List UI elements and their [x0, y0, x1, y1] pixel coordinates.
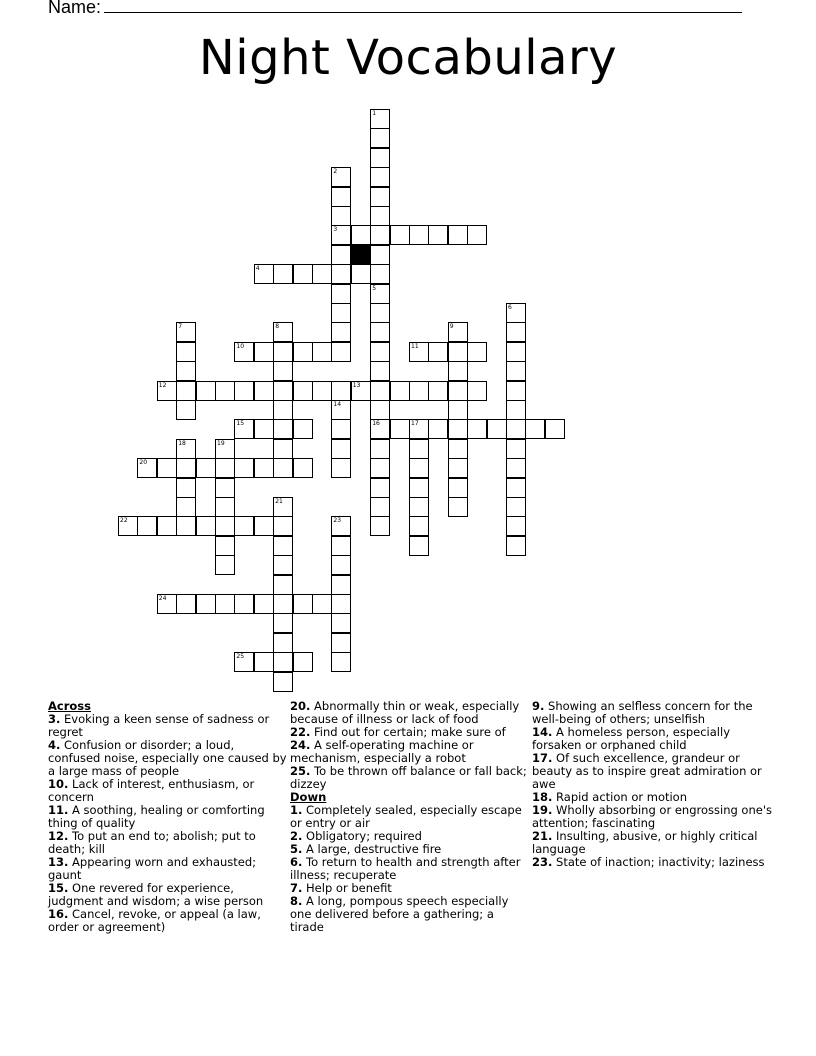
clue-text: Find out for certain; make sure of [314, 725, 506, 739]
grid-cell[interactable] [370, 148, 390, 168]
grid-cell[interactable] [273, 633, 293, 653]
grid-cell[interactable] [390, 419, 410, 439]
grid-cell[interactable] [176, 516, 196, 536]
grid-cell[interactable] [370, 167, 390, 187]
grid-cell[interactable] [157, 594, 177, 614]
grid-cell[interactable] [273, 672, 293, 692]
down-clue-list-continued [532, 700, 772, 869]
clues-column-2 [290, 700, 530, 934]
grid-cell[interactable] [331, 187, 351, 207]
clue-text: Evoking a keen sense of sadness or regret [48, 712, 270, 739]
grid-cell[interactable] [234, 342, 254, 362]
grid-cell[interactable] [448, 478, 468, 498]
down-heading: Down [290, 790, 327, 804]
across-clue [290, 739, 530, 765]
across-clue [48, 713, 288, 739]
grid-cell[interactable] [506, 303, 526, 323]
grid-cell[interactable] [409, 497, 429, 517]
clue-number: 24 [158, 595, 167, 602]
clue-text: Completely sealed, especially escape or entry or air [290, 803, 522, 830]
grid-cell[interactable] [331, 225, 351, 245]
across-clue [290, 765, 530, 791]
grid-cell[interactable] [409, 536, 429, 556]
grid-cell[interactable] [370, 322, 390, 342]
grid-cell[interactable] [176, 478, 196, 498]
clue-number-label: 10. [48, 777, 69, 791]
grid-cell[interactable] [196, 381, 216, 401]
clue-text: A large, destructive fire [306, 842, 442, 856]
grid-cell[interactable] [331, 342, 351, 362]
down-clue [290, 895, 530, 934]
grid-cell[interactable] [196, 458, 216, 478]
grid-cell[interactable] [448, 497, 468, 517]
grid-cell[interactable] [409, 516, 429, 536]
clue-number-label: 22. [290, 725, 311, 739]
grid-cell[interactable] [370, 187, 390, 207]
grid-cell[interactable] [409, 419, 429, 439]
clue-number: 1 [372, 110, 377, 117]
grid-cell[interactable] [351, 225, 371, 245]
grid-cell[interactable] [409, 439, 429, 459]
grid-cell[interactable] [370, 419, 390, 439]
grid-cell[interactable] [370, 361, 390, 381]
grid-cell[interactable] [370, 206, 390, 226]
grid-cell[interactable] [312, 381, 332, 401]
down-clue [532, 700, 772, 726]
grid-cell[interactable] [273, 536, 293, 556]
clue-number: 18 [178, 439, 186, 447]
clue-text: A self-operating machine or mechanism, especially a robot [290, 738, 474, 765]
grid-cell[interactable] [234, 419, 254, 439]
grid-cell[interactable] [273, 555, 293, 575]
down-clue [532, 726, 772, 752]
grid-cell[interactable] [293, 264, 313, 284]
clue-text: Rapid action or motion [556, 790, 688, 804]
clue-number-label: 11. [48, 803, 69, 817]
clue-number: 17 [411, 420, 419, 428]
grid-cell[interactable] [293, 419, 313, 439]
clue-number: 19 [217, 439, 225, 447]
clue-text: To put an end to; abolish; put to death; kill [48, 829, 256, 856]
clue-number-label: 14. [532, 725, 553, 739]
clue-number: 23 [333, 517, 342, 525]
clue-text: Cancel, revoke, or appeal (a law, order or agreement) [48, 907, 261, 934]
grid-cell[interactable] [331, 458, 351, 478]
across-clue [48, 778, 288, 804]
grid-cell[interactable] [409, 458, 429, 478]
grid-cell[interactable] [215, 439, 235, 459]
grid-cell[interactable] [506, 361, 526, 381]
grid-cell[interactable] [215, 536, 235, 556]
grid-cell[interactable] [331, 284, 351, 304]
clue-number-label: 13. [48, 855, 69, 869]
grid-cell[interactable] [409, 381, 429, 401]
grid-cell[interactable] [545, 419, 565, 439]
grid-cell[interactable] [331, 594, 351, 614]
grid-cell[interactable] [390, 381, 410, 401]
grid-cell[interactable] [467, 381, 487, 401]
grid-cell[interactable] [506, 400, 526, 420]
grid-cell[interactable] [428, 225, 448, 245]
clue-number-label: 1. [290, 803, 303, 817]
grid-cell[interactable] [331, 400, 351, 420]
across-clue-list-continued [290, 700, 530, 791]
grid-cell[interactable] [428, 342, 448, 362]
clue-text: Appearing worn and exhausted; gaunt [48, 855, 257, 882]
clue-number: 5 [372, 284, 377, 292]
down-clue [290, 804, 530, 830]
down-clue [532, 752, 772, 791]
grid-cell[interactable] [254, 594, 274, 614]
across-clue-list [48, 713, 288, 934]
down-clue [290, 856, 530, 882]
grid-cell[interactable] [331, 381, 351, 401]
clue-number: 6 [508, 304, 512, 311]
grid-cell[interactable] [331, 613, 351, 633]
grid-cell[interactable] [215, 516, 235, 536]
grid-cell[interactable] [506, 419, 526, 439]
grid-cell[interactable] [467, 225, 487, 245]
clue-text: Showing an selfless concern for the well-being of others; unselfish [532, 699, 753, 726]
grid-cell[interactable] [331, 264, 351, 284]
clue-number-label: 6. [290, 855, 303, 869]
clue-text: One revered for experience, judgment and wisdom; a wise person [48, 881, 264, 908]
grid-cell[interactable] [448, 400, 468, 420]
clue-number-label: 7. [290, 881, 303, 895]
grid-cell[interactable] [331, 516, 351, 536]
grid-cell[interactable] [254, 458, 274, 478]
grid-cell[interactable] [331, 633, 351, 653]
black-square [351, 245, 371, 265]
grid-cell[interactable] [506, 516, 526, 536]
clue-number: 21 [275, 498, 283, 505]
grid-cell[interactable] [273, 342, 293, 362]
clue-number: 10 [236, 342, 245, 350]
grid-cell[interactable] [331, 536, 351, 556]
grid-cell[interactable] [370, 439, 390, 459]
grid-cell[interactable] [428, 419, 448, 439]
down-clue [532, 856, 772, 869]
across-heading: Across [48, 699, 91, 713]
grid-cell[interactable] [409, 342, 429, 362]
grid-cell[interactable] [331, 652, 351, 672]
clue-number: 11 [411, 342, 419, 350]
clue-text: A homeless person, especially forsaken or orphaned child [532, 725, 730, 752]
grid-cell[interactable] [137, 458, 157, 478]
grid-cell[interactable] [176, 400, 196, 420]
grid-cell[interactable] [467, 419, 487, 439]
grid-cell[interactable] [215, 478, 235, 498]
grid-cell[interactable] [273, 652, 293, 672]
grid-cell[interactable] [370, 284, 390, 304]
grid-cell[interactable] [331, 575, 351, 595]
grid-cell[interactable] [370, 342, 390, 362]
grid-cell[interactable] [234, 652, 254, 672]
grid-cell[interactable] [331, 419, 351, 439]
grid-cell[interactable] [254, 264, 274, 284]
grid-cell[interactable] [293, 458, 313, 478]
down-clue [532, 830, 772, 856]
clue-number-label: 3. [48, 712, 61, 726]
clue-number-label: 20. [290, 699, 311, 713]
grid-cell[interactable] [331, 322, 351, 342]
grid-cell[interactable] [448, 225, 468, 245]
grid-cell[interactable] [176, 594, 196, 614]
grid-cell[interactable] [448, 458, 468, 478]
grid-cell[interactable] [157, 458, 177, 478]
clue-number-label: 23. [532, 855, 553, 869]
grid-cell[interactable] [370, 128, 390, 148]
clue-number: 4 [255, 265, 260, 273]
grid-cell[interactable] [506, 458, 526, 478]
grid-cell[interactable] [215, 555, 235, 575]
grid-cell[interactable] [331, 167, 351, 187]
grid-cell[interactable] [390, 225, 410, 245]
clue-number: 14 [333, 401, 342, 408]
grid-cell[interactable] [176, 497, 196, 517]
clue-number-label: 4. [48, 738, 61, 752]
grid-cell[interactable] [331, 245, 351, 265]
grid-cell[interactable] [273, 575, 293, 595]
grid-cell[interactable] [118, 516, 138, 536]
grid-cell[interactable] [370, 400, 390, 420]
grid-cell[interactable] [409, 478, 429, 498]
grid-cell[interactable] [196, 516, 216, 536]
grid-cell[interactable] [448, 342, 468, 362]
grid-cell[interactable] [273, 419, 293, 439]
grid-cell[interactable] [273, 458, 293, 478]
clue-number-label: 9. [532, 699, 545, 713]
clue-text: Insulting, abusive, or highly critical language [532, 829, 758, 856]
clue-number-label: 15. [48, 881, 69, 895]
grid-cell[interactable] [448, 439, 468, 459]
grid-cell[interactable] [351, 264, 371, 284]
grid-cell[interactable] [293, 381, 313, 401]
grid-cell[interactable] [448, 419, 468, 439]
across-clue [48, 830, 288, 856]
grid-cell[interactable] [215, 594, 235, 614]
clue-text: Obligatory; required [306, 829, 422, 843]
page-title: Night Vocabulary [198, 30, 618, 86]
name-label: Name: [48, 0, 102, 17]
grid-cell[interactable] [506, 439, 526, 459]
grid-cell[interactable] [196, 594, 216, 614]
grid-cell[interactable] [215, 497, 235, 517]
clue-text: A long, pompous speech especially one delivered before a gathering; a tirade [290, 894, 509, 934]
grid-cell[interactable] [234, 381, 254, 401]
grid-cell[interactable] [370, 458, 390, 478]
across-clue [48, 739, 288, 778]
grid-cell[interactable] [370, 516, 390, 536]
clue-number: 20 [139, 459, 148, 467]
grid-cell[interactable] [293, 594, 313, 614]
across-clue [48, 908, 288, 934]
clue-text: Lack of interest, enthusiasm, or concern [48, 777, 255, 804]
down-clue [532, 804, 772, 830]
grid-cell[interactable] [487, 419, 507, 439]
grid-cell[interactable] [176, 458, 196, 478]
grid-cell[interactable] [273, 264, 293, 284]
clue-number: 7 [178, 323, 183, 331]
grid-cell[interactable] [273, 361, 293, 381]
grid-cell[interactable] [254, 342, 274, 362]
grid-cell[interactable] [409, 225, 429, 245]
grid-cell[interactable] [273, 322, 293, 342]
clue-number: 16 [372, 420, 380, 428]
grid-cell[interactable] [273, 439, 293, 459]
clue-text: Help or benefit [306, 881, 392, 895]
grid-cell[interactable] [506, 478, 526, 498]
clue-text: Of such excellence, grandeur or beauty as to inspire great admiration or awe [532, 751, 762, 791]
grid-cell[interactable] [273, 381, 293, 401]
grid-cell[interactable] [215, 458, 235, 478]
clue-number: 8 [275, 323, 280, 331]
grid-cell[interactable] [370, 497, 390, 517]
clue-number: 13 [352, 381, 361, 389]
clue-text: To be thrown off balance or fall back; dizzey [290, 764, 527, 791]
grid-cell[interactable] [370, 303, 390, 323]
grid-cell[interactable] [176, 439, 196, 459]
clue-number-label: 5. [290, 842, 303, 856]
clue-number: 12 [158, 381, 167, 389]
clue-number: 2 [333, 168, 338, 176]
grid-cell[interactable] [273, 497, 293, 517]
grid-cell[interactable] [254, 419, 274, 439]
grid-cell[interactable] [176, 322, 196, 342]
grid-cell[interactable] [312, 264, 332, 284]
clue-number-label: 2. [290, 829, 303, 843]
grid-cell[interactable] [351, 381, 371, 401]
grid-cell[interactable] [312, 342, 332, 362]
grid-cell[interactable] [331, 555, 351, 575]
grid-cell[interactable] [137, 516, 157, 536]
clue-text: State of inaction; inactivity; laziness [556, 855, 765, 869]
across-clue [48, 882, 288, 908]
down-clue-list [290, 804, 530, 934]
across-clue [48, 856, 288, 882]
grid-cell[interactable] [370, 225, 390, 245]
grid-cell[interactable] [157, 516, 177, 536]
grid-cell[interactable] [331, 303, 351, 323]
clue-number-label: 21. [532, 829, 553, 843]
clue-number: 25 [236, 653, 245, 661]
clue-number-label: 8. [290, 894, 303, 908]
grid-cell[interactable] [370, 381, 390, 401]
grid-cell[interactable] [273, 613, 293, 633]
clue-text: Abnormally thin or weak, especially because of illness or lack of food [290, 699, 520, 726]
grid-cell[interactable] [273, 594, 293, 614]
grid-cell[interactable] [293, 652, 313, 672]
grid-cell[interactable] [467, 342, 487, 362]
clue-text: Confusion or disorder; a loud, confused noise, especially one caused by a large mass of people [48, 738, 287, 778]
grid-cell[interactable] [448, 381, 468, 401]
grid-cell[interactable] [234, 458, 254, 478]
clue-text: Wholly absorbing or engrossing one's attention; fascinating [532, 803, 772, 830]
across-clue [290, 700, 530, 726]
grid-cell[interactable] [331, 439, 351, 459]
clues-column-1 [48, 700, 288, 934]
grid-cell[interactable] [448, 322, 468, 342]
grid-cell[interactable] [428, 381, 448, 401]
across-clue [48, 804, 288, 830]
grid-cell[interactable] [234, 516, 254, 536]
grid-cell[interactable] [525, 419, 545, 439]
clue-number: 9 [449, 323, 454, 331]
clue-text: A soothing, healing or comforting thing of quality [48, 803, 265, 830]
grid-cell[interactable] [254, 652, 274, 672]
clue-number-label: 25. [290, 764, 311, 778]
grid-cell[interactable] [215, 381, 235, 401]
grid-cell[interactable] [331, 206, 351, 226]
grid-cell[interactable] [157, 381, 177, 401]
grid-cell[interactable] [370, 478, 390, 498]
clue-number-label: 16. [48, 907, 69, 921]
clue-number-label: 19. [532, 803, 553, 817]
clue-number-label: 18. [532, 790, 553, 804]
grid-cell[interactable] [176, 381, 196, 401]
grid-cell[interactable] [293, 342, 313, 362]
grid-cell[interactable] [254, 516, 274, 536]
grid-cell[interactable] [506, 536, 526, 556]
grid-cell[interactable] [312, 594, 332, 614]
grid-cell[interactable] [506, 342, 526, 362]
grid-cell[interactable] [506, 497, 526, 517]
clue-number: 15 [236, 420, 245, 428]
grid-cell[interactable] [254, 381, 274, 401]
clue-number-label: 24. [290, 738, 311, 752]
clue-text: To return to health and strength after illness; recuperate [290, 855, 521, 882]
grid-cell[interactable] [273, 516, 293, 536]
clues-column-3 [532, 700, 772, 869]
grid-cell[interactable] [176, 361, 196, 381]
grid-cell[interactable] [234, 594, 254, 614]
grid-cell[interactable] [448, 361, 468, 381]
grid-cell[interactable] [176, 342, 196, 362]
grid-cell[interactable] [506, 381, 526, 401]
clue-number: 3 [333, 226, 338, 234]
grid-cell[interactable] [370, 264, 390, 284]
grid-cell[interactable] [370, 109, 390, 129]
clue-number-label: 17. [532, 751, 553, 765]
grid-cell[interactable] [370, 245, 390, 265]
clue-number: 22 [120, 517, 128, 525]
grid-cell[interactable] [273, 400, 293, 420]
clue-number-label: 12. [48, 829, 69, 843]
grid-cell[interactable] [506, 322, 526, 342]
